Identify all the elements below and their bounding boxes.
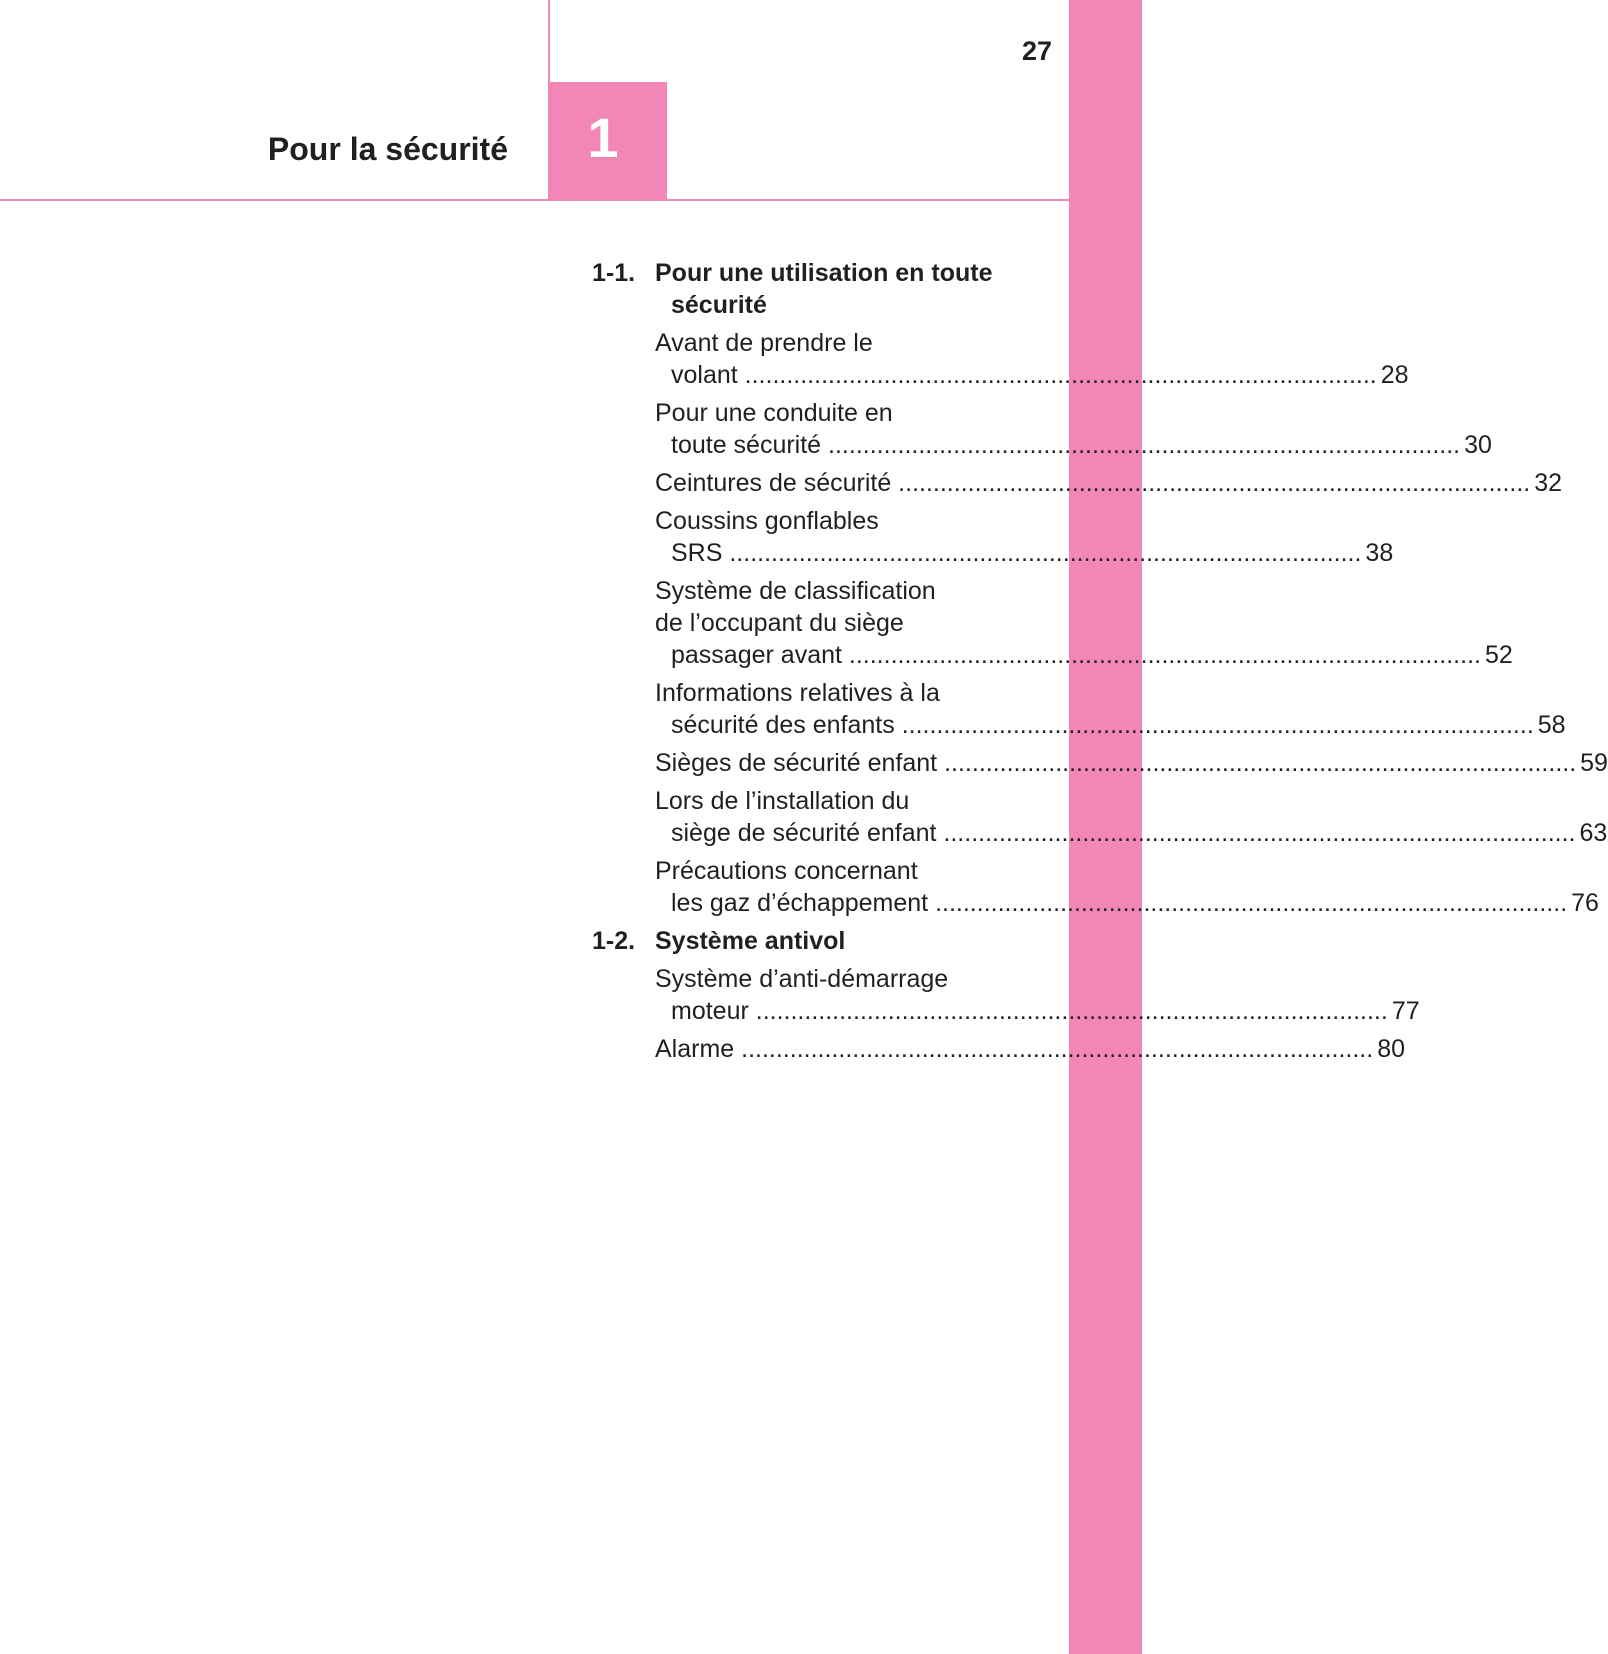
entry-page-number: 80	[1377, 1035, 1406, 1063]
entry-text-line: Système d’anti-démarrage	[655, 965, 949, 993]
entry-text-last: sécurité des enfants .....	[671, 711, 1534, 739]
page-number: 27	[1021, 36, 1052, 66]
section-number: 1-1.	[592, 259, 636, 287]
toc-section-heading[interactable]	[592, 257, 1017, 321]
entry-text-line: Informations relatives à la	[655, 679, 940, 707]
toc-entry[interactable]	[655, 397, 1492, 461]
entry-text-last: Sièges de sécurité enfant .....	[655, 749, 1576, 777]
table-of-contents	[592, 257, 1608, 1071]
toc-entry[interactable]	[655, 1033, 1406, 1065]
toc-entry[interactable]	[655, 677, 1566, 741]
toc-entry[interactable]	[655, 963, 1420, 1027]
toc-entry[interactable]	[655, 785, 1608, 849]
entry-text-line: Lors de l’installation du	[655, 787, 910, 815]
entry-page-number: 63	[1579, 819, 1608, 847]
entry-page-number: 28	[1380, 361, 1409, 389]
entry-text-last: moteur .....	[671, 997, 1388, 1025]
entry-text-line: Coussins gonflables	[655, 507, 879, 535]
entry-page-number: 77	[1391, 997, 1420, 1025]
header-horizontal-rule	[0, 199, 1069, 201]
toc-entry[interactable]	[655, 747, 1608, 779]
entry-text-last: les gaz d’échappement .....	[671, 889, 1567, 917]
chapter-title: Pour la sécurité	[267, 131, 508, 167]
entry-text-line: Précautions concernant	[655, 857, 918, 885]
entry-text-last: SRS .....	[671, 539, 1361, 567]
entry-text-last: Alarme .....	[655, 1035, 1373, 1063]
entry-text-line: Système de classification	[655, 577, 936, 605]
entry-page-number: 52	[1484, 641, 1513, 669]
entry-page-number: 38	[1365, 539, 1394, 567]
entry-text-last: siège de sécurité enfant .....	[671, 819, 1575, 847]
entry-page-number: 32	[1534, 469, 1563, 497]
toc-section-heading[interactable]	[592, 925, 1017, 957]
section-title: Pour une utilisation en toute sécurité	[655, 259, 993, 319]
entry-text-line: Pour une conduite en	[655, 399, 893, 427]
entry-text-last: Ceintures de sécurité .....	[655, 469, 1530, 497]
entry-text-last: volant .....	[671, 361, 1377, 389]
toc-entry[interactable]	[655, 855, 1599, 919]
entry-page-number: 30	[1464, 431, 1492, 459]
entry-page-number: 58	[1537, 711, 1566, 739]
section-number: 1-2.	[592, 927, 636, 955]
toc-entry[interactable]	[655, 327, 1409, 391]
toc-entry[interactable]	[655, 505, 1394, 569]
entry-text-last: passager avant .....	[671, 641, 1481, 669]
entry-text-last: toute sécurité .....	[671, 431, 1460, 459]
chapter-number: 1	[587, 106, 619, 169]
entry-text-line: de l’occupant du siège	[655, 609, 904, 637]
toc-entry[interactable]	[655, 467, 1563, 499]
toc-entry[interactable]	[655, 575, 1513, 671]
entry-page-number: 59	[1580, 749, 1608, 777]
entry-page-number: 76	[1571, 889, 1599, 917]
section-title: Système antivol	[655, 927, 846, 955]
entry-text-line: Avant de prendre le	[655, 329, 873, 357]
